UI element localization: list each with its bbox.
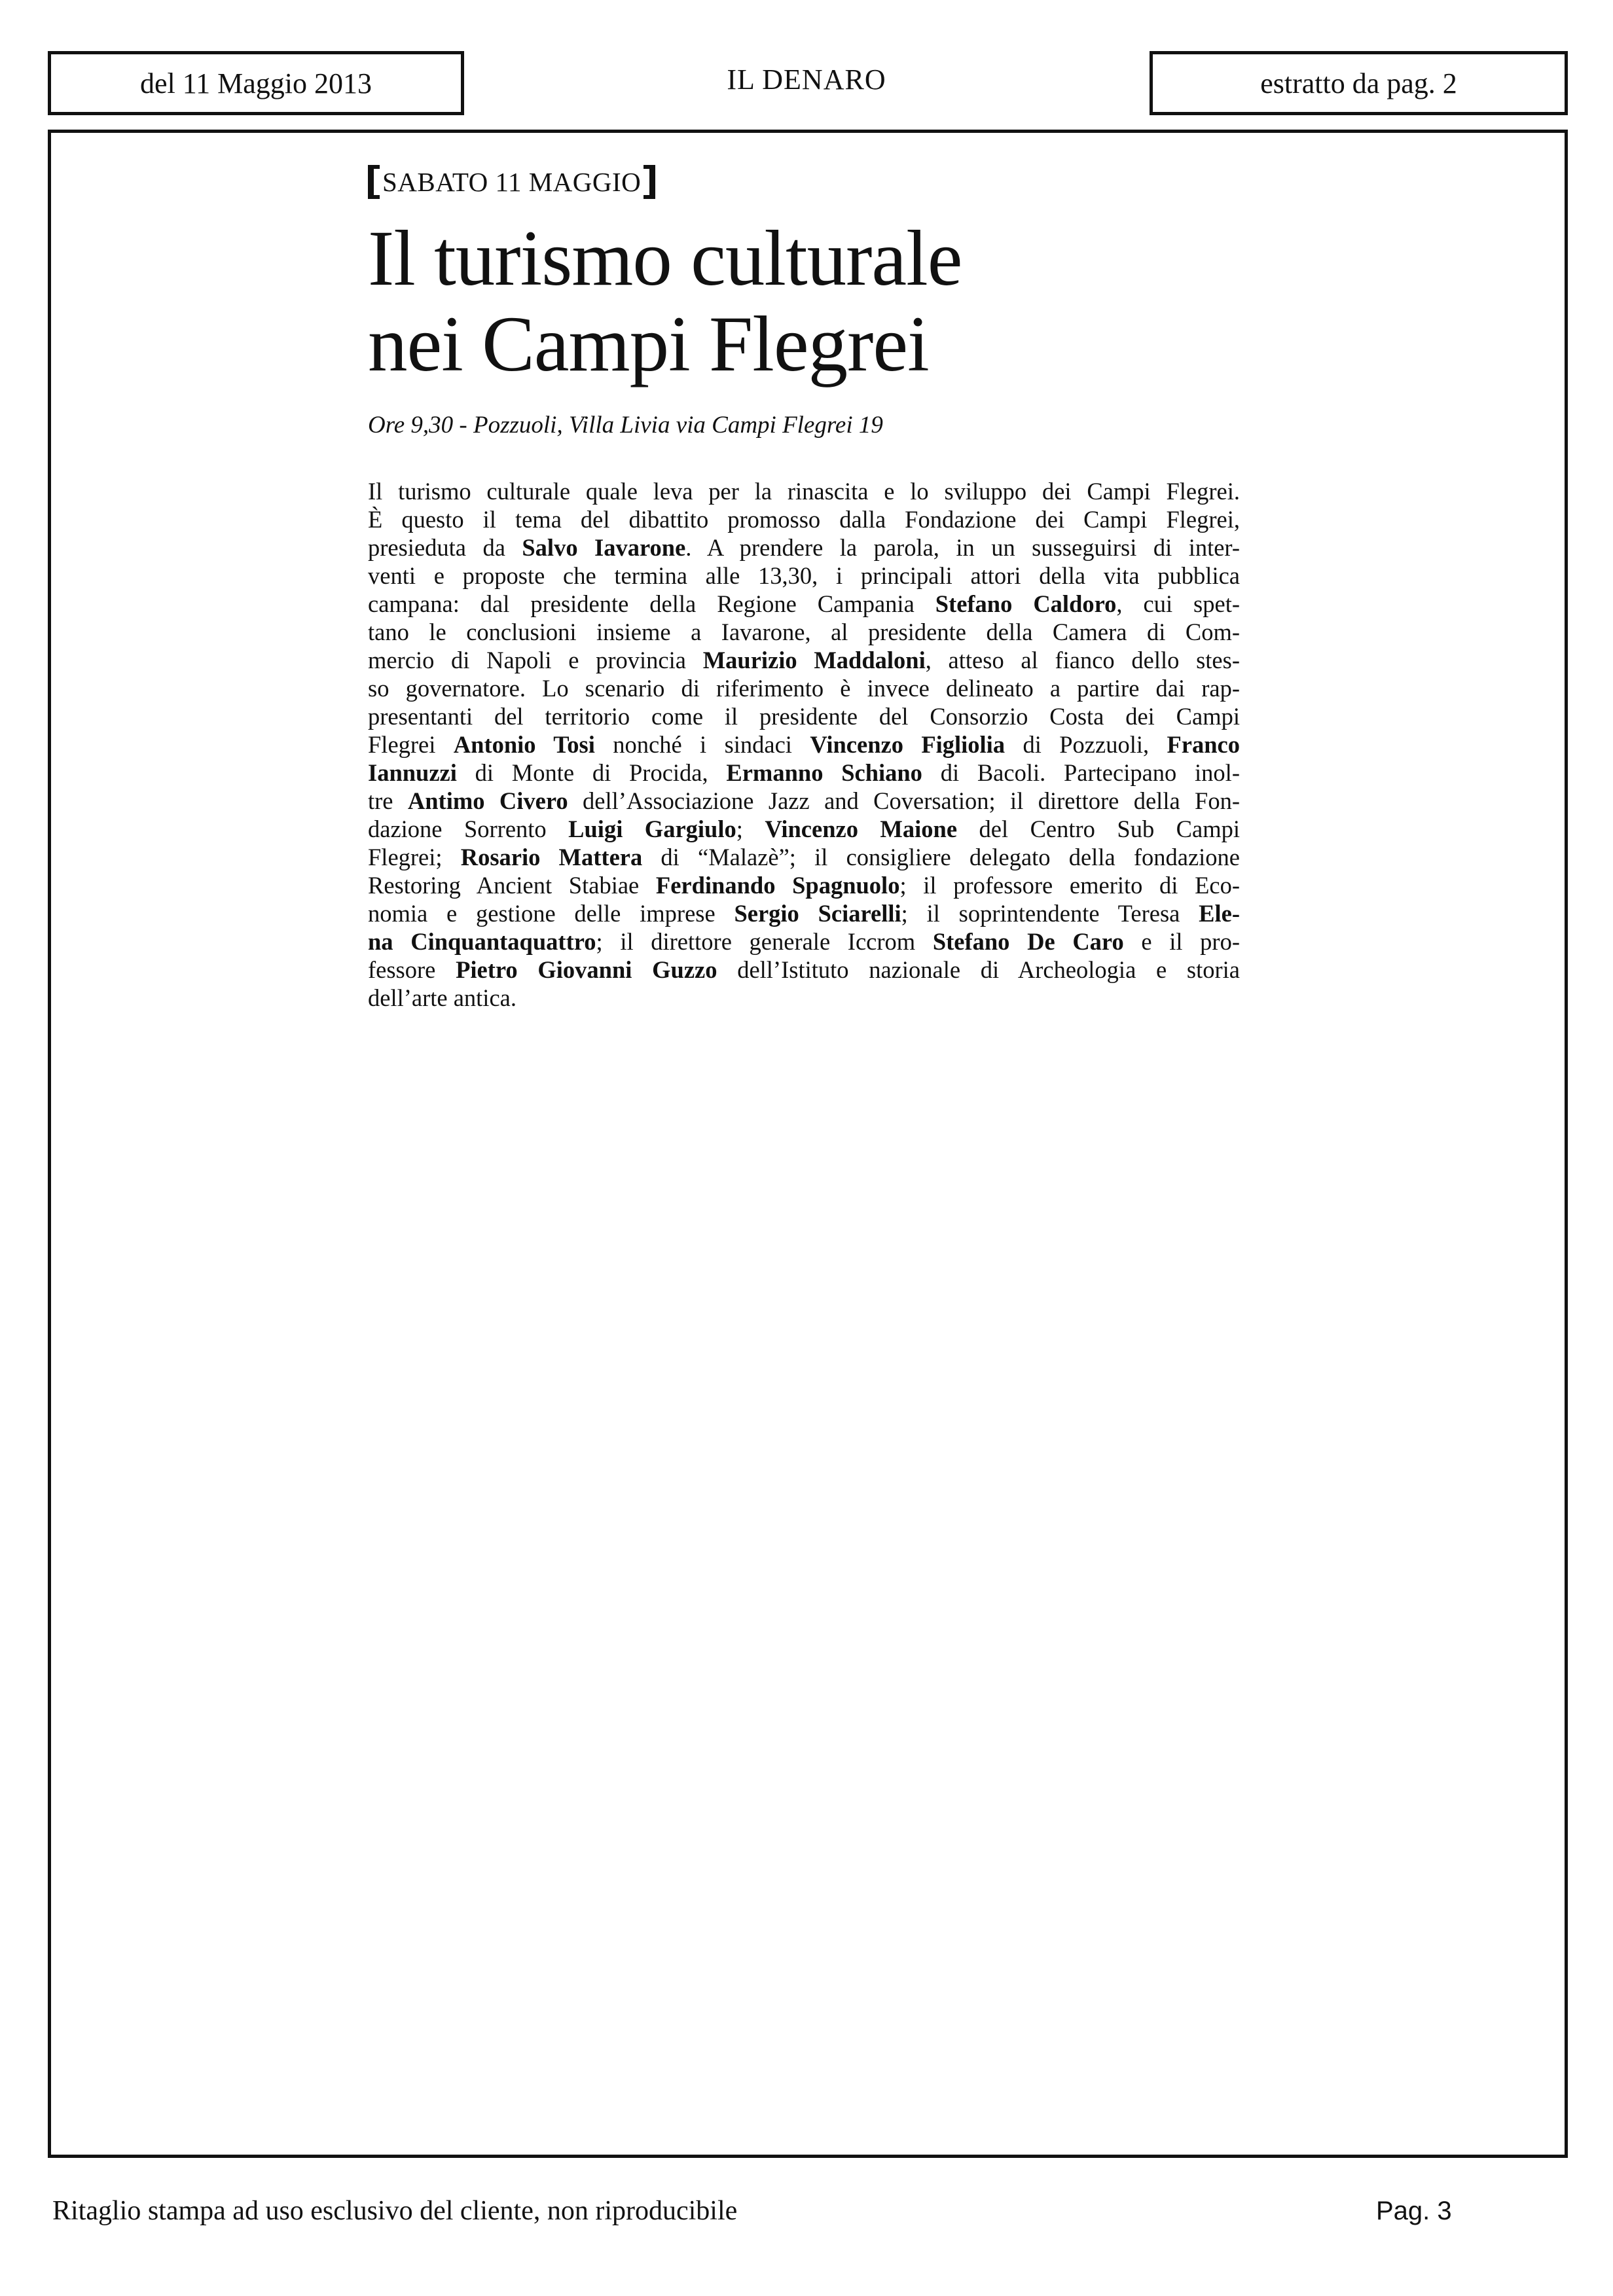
body-text: tano le conclusioni insieme a Iavarone, al presidente della Camera di Com- xyxy=(368,619,1240,645)
body-line xyxy=(368,618,1240,646)
body-text: fessore xyxy=(368,956,456,983)
body-text: di Pozzuoli, xyxy=(1005,731,1167,758)
body-text: e il pro- xyxy=(1123,928,1240,955)
body-text: . A prendere la parola, in un susseguirsi di inter- xyxy=(685,534,1241,561)
body-text: ; il soprintendente Teresa xyxy=(901,900,1199,927)
body-text: , atteso al fianco dello stes- xyxy=(925,647,1240,673)
body-text: Restoring Ancient Stabiae xyxy=(368,872,656,899)
body-line xyxy=(368,759,1240,787)
person-name: Franco xyxy=(1167,731,1240,758)
person-name: Salvo Iavarone xyxy=(522,534,686,561)
body-text: dell’Istituto nazionale di Archeologia e storia xyxy=(717,956,1240,983)
body-line xyxy=(368,674,1240,702)
headline-line-1: Il turismo culturale xyxy=(368,215,962,302)
body-text: ; xyxy=(736,816,765,842)
body-line xyxy=(368,646,1240,674)
person-name: Antimo Civero xyxy=(407,787,568,814)
body-line xyxy=(368,871,1240,899)
right-bracket-icon xyxy=(643,165,655,199)
footer-notice: Ritaglio stampa ad uso esclusivo del cliente, non riproducibile xyxy=(52,2196,738,2226)
body-line xyxy=(368,927,1240,956)
body-line xyxy=(368,899,1240,927)
body-text: Flegrei xyxy=(368,731,454,758)
body-line xyxy=(368,505,1240,533)
person-name: Vincenzo Maione xyxy=(765,816,958,842)
body-line xyxy=(368,984,1240,1012)
body-text: di Bacoli. Partecipano inol- xyxy=(922,759,1240,786)
body-text: , cui spet- xyxy=(1116,590,1241,617)
extract-box xyxy=(1150,51,1568,115)
body-line xyxy=(368,730,1240,759)
kicker-text: SABATO 11 MAGGIO xyxy=(382,166,642,197)
body-text: presieduta da xyxy=(368,534,522,561)
person-name: Vincenzo Figliolia xyxy=(810,731,1006,758)
body-text: di “Malazè”; il consigliere delegato della fondazione xyxy=(642,844,1240,870)
body-text: so governatore. Lo scenario di riferimento è invece delineato a partire dai rap- xyxy=(368,675,1240,702)
person-name: Iannuzzi xyxy=(368,759,457,786)
body-line xyxy=(368,562,1240,590)
person-name: Sergio Sciarelli xyxy=(734,900,901,927)
person-name: Stefano De Caro xyxy=(932,928,1124,955)
body-text: mercio di Napoli e provincia xyxy=(368,647,703,673)
person-name: Rosario Mattera xyxy=(460,844,643,870)
person-name: Ermanno Schiano xyxy=(726,759,922,786)
body-text: È questo il tema del dibattito promosso dalla Fondazione dei Campi Flegrei, xyxy=(368,506,1240,533)
body-line xyxy=(368,815,1240,843)
body-text: nomia e gestione delle imprese xyxy=(368,900,734,927)
body-line xyxy=(368,477,1240,505)
body-line xyxy=(368,787,1240,815)
page-number: Pag. 3 xyxy=(1376,2197,1452,2225)
body-text: ; il professore emerito di Eco- xyxy=(899,872,1241,899)
body-text: Il turismo culturale quale leva per la rinascita e lo sviluppo dei Campi Flegrei. xyxy=(368,478,1240,505)
person-name: Maurizio Maddaloni xyxy=(702,647,926,673)
body-text: dell’Associazione Jazz and Coversation; il direttore della Fon- xyxy=(568,787,1240,814)
extract-page-label: estratto da pag. 2 xyxy=(1260,67,1457,99)
headline-line-2: nei Campi Flegrei xyxy=(368,300,929,388)
body-line xyxy=(368,956,1240,984)
body-line xyxy=(368,702,1240,730)
body-text: del Centro Sub Campi xyxy=(957,816,1240,842)
body-text: Flegrei; xyxy=(368,844,461,870)
body-line xyxy=(368,590,1240,618)
body-text: tre xyxy=(368,787,408,814)
body-text: campana: dal presidente della Regione Campania xyxy=(368,590,935,617)
person-name: na Cinquantaquattro xyxy=(368,928,596,955)
kicker xyxy=(368,165,1240,199)
newspaper-name: IL DENARO xyxy=(727,63,886,96)
body-text: di Monte di Procida, xyxy=(456,759,727,786)
person-name: Pietro Giovanni Guzzo xyxy=(456,956,717,983)
publication-date: del 11 Maggio 2013 xyxy=(140,67,372,99)
person-name: Stefano Caldoro xyxy=(935,590,1117,617)
person-name: Ele- xyxy=(1199,900,1240,927)
body-line xyxy=(368,843,1240,871)
left-bracket-icon xyxy=(368,165,380,199)
person-name: Luigi Gargiulo xyxy=(568,816,736,842)
body-text: dazione Sorrento xyxy=(368,816,569,842)
article-body xyxy=(368,477,1240,1012)
person-name: Antonio Tosi xyxy=(453,731,595,758)
body-text: venti e proposte che termina alle 13,30, i principali attori della vita pubblica xyxy=(368,562,1240,589)
body-line xyxy=(368,533,1240,562)
article xyxy=(368,165,1240,1012)
body-text: ; il direttore generale Iccrom xyxy=(596,928,933,955)
headline xyxy=(368,216,1240,387)
subhead: Ore 9,30 - Pozzuoli, Villa Livia via Campi Flegrei 19 xyxy=(368,412,883,439)
body-text: nonché i sindaci xyxy=(594,731,810,758)
person-name: Ferdinando Spagnuolo xyxy=(655,872,900,899)
body-text: presentanti del territorio come il presidente del Consorzio Costa dei Campi xyxy=(368,703,1240,730)
body-text: dell’arte antica. xyxy=(368,984,517,1011)
